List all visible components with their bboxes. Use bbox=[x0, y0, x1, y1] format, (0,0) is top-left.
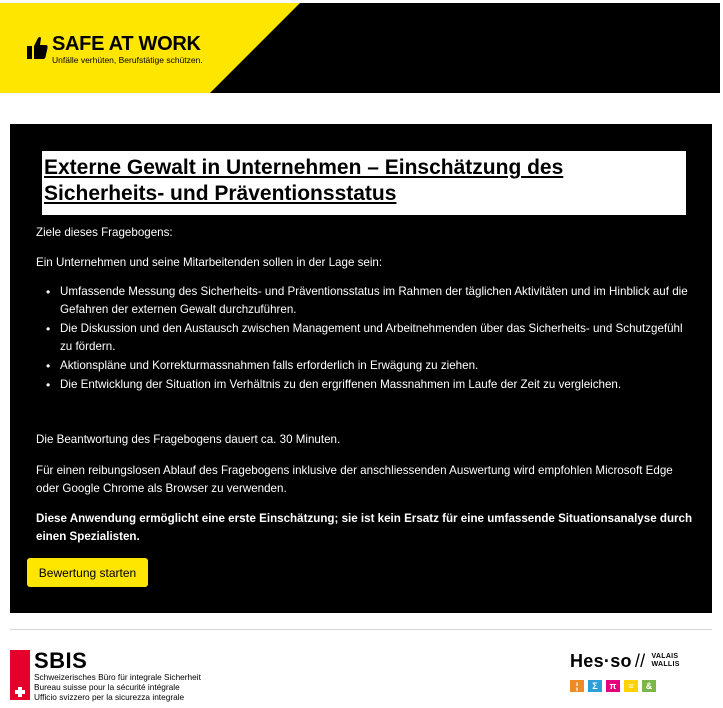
intro-text: Ein Unternehmen und seine Mitarbeitenden sollen in der Lage sein: bbox=[36, 256, 383, 269]
hes-region-bottom: WALLIS bbox=[651, 661, 680, 668]
hes-region-top: VALAIS bbox=[651, 653, 679, 660]
hes-name-left: Hes bbox=[570, 651, 604, 671]
logo-title: SAFE AT WORK bbox=[52, 33, 201, 55]
hes-so-logo[interactable] bbox=[570, 650, 710, 700]
hes-region bbox=[651, 653, 679, 669]
start-evaluation-button[interactable]: Bewertung starten bbox=[27, 558, 148, 587]
thumbs-up-icon bbox=[26, 35, 48, 61]
logo-text bbox=[52, 33, 203, 65]
tile-icon: ¦ bbox=[570, 680, 584, 692]
hes-dot: · bbox=[603, 651, 611, 671]
goal-item: • Aktionspläne und Korrekturmassnahmen falls erforderlich in Erwägung zu ziehen. bbox=[36, 357, 696, 375]
duration-text: Die Beantwortung des Fragebogens dauert ca. 30 Minuten. bbox=[36, 433, 341, 446]
sbis-logo[interactable] bbox=[10, 650, 201, 702]
ampersand-tile-icon: & bbox=[642, 680, 656, 692]
goals-list bbox=[36, 283, 696, 395]
sbis-text bbox=[34, 650, 201, 702]
approx-tile-icon: ≈ bbox=[624, 680, 638, 692]
site-header bbox=[0, 3, 720, 93]
browser-note: Für einen reibungslosen Ablauf des Fragebogens inklusive der anschliessenden Auswertung wird empfohlen Microsoft Edge oder Google Chrome als Browser zu verwenden. bbox=[36, 464, 673, 495]
footer-divider bbox=[10, 629, 712, 630]
goal-item: • Die Diskussion und den Austausch zwischen Management und Arbeitnehmenden über das Sicherheits- und Schutzgefühl zu fördern. bbox=[36, 320, 696, 356]
sbis-line-fr: Bureau suisse pour la sécurité intégrale bbox=[34, 682, 180, 692]
sigma-tile-icon: Σ bbox=[588, 680, 602, 692]
title-box bbox=[42, 151, 686, 215]
goal-item: • Die Entwicklung der Situation im Verhältnis zu den ergriffenen Massnahmen im Laufe der Zeit zu vergleichen. bbox=[36, 376, 696, 394]
goals-label: Ziele dieses Fragebogens: bbox=[36, 226, 173, 239]
pi-tile-icon: π bbox=[606, 680, 620, 692]
sbis-line-de: Schweizerisches Büro für integrale Sicherheit bbox=[34, 672, 201, 682]
sbis-red-bar bbox=[10, 650, 30, 700]
hes-name-mid: so bbox=[610, 651, 632, 671]
page-title: Externe Gewalt in Unternehmen – Einschätzung des Sicherheits- und Präventionsstatus bbox=[44, 156, 564, 205]
intro-card bbox=[10, 124, 712, 613]
logo-tagline: Unfälle verhüten, Berufstätige schützen. bbox=[52, 55, 203, 65]
double-slash-icon: // bbox=[634, 651, 646, 671]
goal-item: • Umfassende Messung des Sicherheits- und Präventionsstatus im Rahmen der täglichen Aktivitäten und im Hinblick auf die Gefahren der externen Gewalt durchzuführen. bbox=[36, 283, 696, 319]
safe-at-work-logo[interactable] bbox=[26, 33, 203, 65]
sbis-line-it: Ufficio svizzero per la sicurezza integrale bbox=[34, 692, 185, 702]
sbis-name: SBIS bbox=[34, 648, 88, 673]
disclaimer-text: Diese Anwendung ermöglicht eine erste Einschätzung; sie ist kein Ersatz für eine umfassende Situationsanalyse durch einen Spezialisten. bbox=[36, 512, 693, 543]
hes-so-wordmark bbox=[570, 650, 710, 672]
hes-color-tiles bbox=[570, 680, 710, 692]
swiss-cross-icon bbox=[14, 686, 26, 698]
